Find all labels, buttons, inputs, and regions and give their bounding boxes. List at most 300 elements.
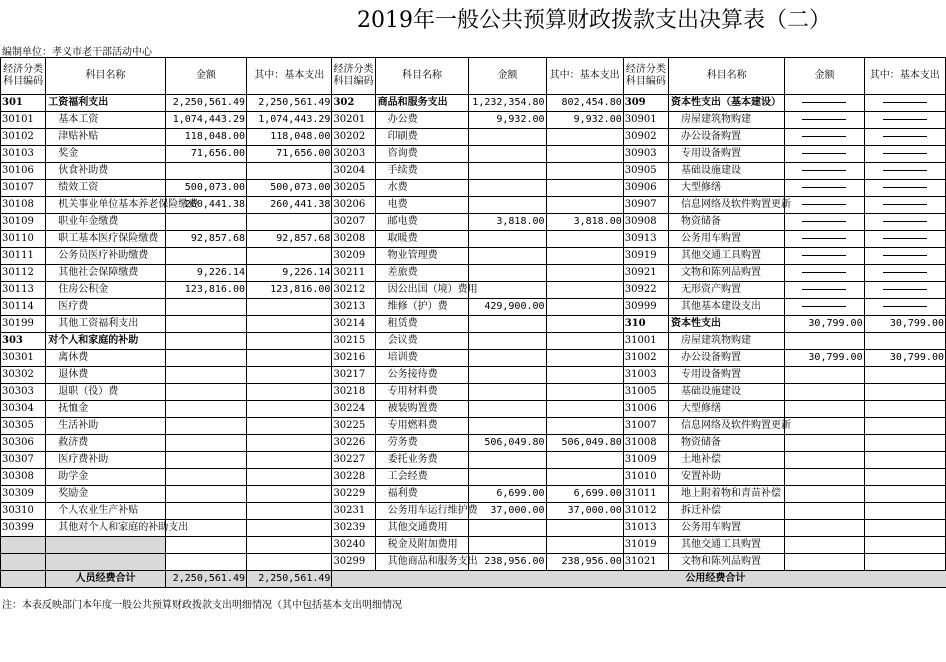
- subject-code: 30215: [332, 333, 375, 350]
- subject-name: 办公费: [375, 112, 469, 129]
- public-total-label: 公用经费合计: [623, 571, 945, 588]
- subject-code: 30240: [332, 537, 375, 554]
- basic-amount-cell: 37,000.00: [546, 503, 623, 520]
- dash-line: [802, 119, 846, 120]
- subject-code: 30101: [1, 112, 46, 129]
- dash-line: [802, 255, 846, 256]
- subject-name: 职业年金缴费: [46, 214, 165, 231]
- dash-cell: [864, 265, 945, 282]
- basic-amount-cell: [864, 367, 945, 384]
- basic-amount-cell: [864, 537, 945, 554]
- table-row: [1, 299, 946, 316]
- amount-cell: [165, 384, 246, 401]
- subject-code: 30224: [332, 401, 375, 418]
- amount-cell: [469, 520, 546, 537]
- amount-cell: [785, 367, 864, 384]
- amount-cell: 429,900.00: [469, 299, 546, 316]
- subject-code: 31008: [623, 435, 668, 452]
- subject-code: 30202: [332, 129, 375, 146]
- subject-code: 30908: [623, 214, 668, 231]
- basic-amount-cell: [864, 554, 945, 571]
- subject-name: 公务用车购置: [669, 520, 785, 537]
- amount-cell: [165, 486, 246, 503]
- table-body: [1, 95, 946, 571]
- subject-code: 31007: [623, 418, 668, 435]
- dash-cell: [785, 163, 864, 180]
- amount-cell: 1,232,354.80: [469, 95, 546, 112]
- subject-name: 税金及附加费用: [375, 537, 469, 554]
- subject-name: 文物和陈列品购置: [669, 554, 785, 571]
- subject-name: 差旅费: [375, 265, 469, 282]
- subject-code: 30921: [623, 265, 668, 282]
- subject-code: 30206: [332, 197, 375, 214]
- table-row: [1, 248, 946, 265]
- subject-code: 31005: [623, 384, 668, 401]
- subject-code: 30905: [623, 163, 668, 180]
- subject-code: 30919: [623, 248, 668, 265]
- subject-name: [46, 537, 165, 554]
- basic-amount-cell: [546, 316, 623, 333]
- dash-line: [802, 221, 846, 222]
- subject-code: 30907: [623, 197, 668, 214]
- subject-name: 培训费: [375, 350, 469, 367]
- amount-cell: [469, 418, 546, 435]
- basic-amount-cell: [247, 299, 332, 316]
- subject-code: [1, 537, 46, 554]
- basic-amount-cell: 30,799.00: [864, 316, 945, 333]
- subject-name: 基础设施建设: [669, 384, 785, 401]
- subject-name: 被装购置费: [375, 401, 469, 418]
- basic-amount-cell: [247, 401, 332, 418]
- subject-name: 住房公积金: [46, 282, 165, 299]
- subject-code: 30209: [332, 248, 375, 265]
- personnel-total-label: 人员经费合计: [46, 571, 165, 588]
- amount-cell: [165, 316, 246, 333]
- subject-code: 30107: [1, 180, 46, 197]
- dash-cell: [864, 180, 945, 197]
- dash-cell: [785, 112, 864, 129]
- amount-cell: [469, 333, 546, 350]
- subject-code: 30303: [1, 384, 46, 401]
- subject-code: 30901: [623, 112, 668, 129]
- table-row: [1, 520, 946, 537]
- subject-code: 30229: [332, 486, 375, 503]
- table-row: [1, 384, 946, 401]
- subject-name: 其他交通费用: [375, 520, 469, 537]
- basic-amount-cell: [546, 299, 623, 316]
- header-name: 科目名称: [375, 58, 469, 95]
- table-row: [1, 418, 946, 435]
- subject-name: 会议费: [375, 333, 469, 350]
- dash-cell: [785, 265, 864, 282]
- amount-cell: 71,656.00: [165, 146, 246, 163]
- amount-cell: 37,000.00: [469, 503, 546, 520]
- subject-code: 30205: [332, 180, 375, 197]
- subject-code: 30906: [623, 180, 668, 197]
- dash-cell: [864, 95, 945, 112]
- dash-cell: [785, 231, 864, 248]
- dash-line: [883, 221, 927, 222]
- subject-code: 30208: [332, 231, 375, 248]
- table-row: [1, 435, 946, 452]
- header-amount: 金额: [785, 58, 864, 95]
- subject-name: 抚恤金: [46, 401, 165, 418]
- subject-code: 30913: [623, 231, 668, 248]
- dash-line: [802, 102, 846, 103]
- amount-cell: 506,049.80: [469, 435, 546, 452]
- subject-name: 医疗费补助: [46, 452, 165, 469]
- amount-cell: [785, 452, 864, 469]
- subject-code: 30310: [1, 503, 46, 520]
- subject-name: 医疗费: [46, 299, 165, 316]
- amount-cell: [785, 503, 864, 520]
- dash-line: [883, 153, 927, 154]
- basic-amount-cell: 238,956.00: [546, 554, 623, 571]
- dash-cell: [785, 197, 864, 214]
- amount-cell: 238,956.00: [469, 554, 546, 571]
- basic-amount-cell: [546, 231, 623, 248]
- amount-cell: [165, 350, 246, 367]
- subject-code: 31002: [623, 350, 668, 367]
- subject-name: 劳务费: [375, 435, 469, 452]
- table-row: [1, 197, 946, 214]
- subject-code: 30307: [1, 452, 46, 469]
- subject-name: 房屋建筑物购建: [669, 112, 785, 129]
- amount-cell: [165, 418, 246, 435]
- amount-cell: [785, 384, 864, 401]
- basic-amount-cell: [247, 435, 332, 452]
- basic-amount-cell: 71,656.00: [247, 146, 332, 163]
- amount-cell: [165, 401, 246, 418]
- dash-cell: [864, 231, 945, 248]
- subject-code: 30199: [1, 316, 46, 333]
- amount-cell: [469, 367, 546, 384]
- subject-name: [46, 554, 165, 571]
- dash-line: [883, 272, 927, 273]
- amount-cell: [165, 214, 246, 231]
- subject-code: 30207: [332, 214, 375, 231]
- subject-name: 专用设备购置: [669, 146, 785, 163]
- subject-name: 物资储备: [669, 214, 785, 231]
- amount-cell: [469, 384, 546, 401]
- dash-cell: [864, 112, 945, 129]
- table-row: [1, 486, 946, 503]
- dash-line: [883, 238, 927, 239]
- amount-cell: [469, 401, 546, 418]
- footer-row: [1, 571, 946, 588]
- amount-cell: [785, 435, 864, 452]
- dash-line: [802, 153, 846, 154]
- header-code: 经济分类科目编码: [623, 58, 668, 95]
- basic-amount-cell: [546, 537, 623, 554]
- amount-cell: [469, 231, 546, 248]
- subject-name: 基本工资: [46, 112, 165, 129]
- amount-cell: [165, 503, 246, 520]
- table-row: [1, 452, 946, 469]
- amount-cell: [785, 486, 864, 503]
- amount-cell: 260,441.38: [165, 197, 246, 214]
- personnel-total-amount: 2,250,561.49: [165, 571, 246, 588]
- amount-cell: [165, 367, 246, 384]
- amount-cell: [785, 469, 864, 486]
- table-row: [1, 282, 946, 299]
- dash-line: [883, 255, 927, 256]
- subject-code: 31010: [623, 469, 668, 486]
- subject-name: 职工基本医疗保险缴费: [46, 231, 165, 248]
- subject-name: 大型修缮: [669, 180, 785, 197]
- subject-name: 无形资产购置: [669, 282, 785, 299]
- subject-name: 退职（役）费: [46, 384, 165, 401]
- subject-name: 其他交通工具购置: [669, 248, 785, 265]
- basic-amount-cell: [247, 367, 332, 384]
- subject-code: 30227: [332, 452, 375, 469]
- basic-amount-cell: [546, 333, 623, 350]
- subject-name: 办公设备购置: [669, 350, 785, 367]
- amount-cell: [469, 265, 546, 282]
- subject-name: 土地补偿: [669, 452, 785, 469]
- unit-label: 编制单位：孝义市老干部活动中心: [2, 47, 152, 58]
- subject-code: 30211: [332, 265, 375, 282]
- amount-cell: 118,048.00: [165, 129, 246, 146]
- subject-name: 其他交通工具购置: [669, 537, 785, 554]
- subject-name: 机关事业单位基本养老保险缴费: [46, 197, 165, 214]
- amount-cell: [165, 452, 246, 469]
- subject-code: 30217: [332, 367, 375, 384]
- basic-amount-cell: [247, 452, 332, 469]
- header-code: 经济分类科目编码: [1, 58, 46, 95]
- subject-code: 30111: [1, 248, 46, 265]
- subject-code: 31012: [623, 503, 668, 520]
- subject-code: 31006: [623, 401, 668, 418]
- basic-amount-cell: 30,799.00: [864, 350, 945, 367]
- header-name: 科目名称: [46, 58, 165, 95]
- subject-name: 救济费: [46, 435, 165, 452]
- basic-amount-cell: [247, 248, 332, 265]
- basic-amount-cell: [546, 129, 623, 146]
- amount-cell: [469, 180, 546, 197]
- subject-name: 印刷费: [375, 129, 469, 146]
- subject-name: 其他商品和服务支出: [375, 554, 469, 571]
- dash-cell: [785, 129, 864, 146]
- subject-code: 31011: [623, 486, 668, 503]
- dash-line: [883, 102, 927, 103]
- dash-line: [883, 119, 927, 120]
- subject-name: 个人农业生产补贴: [46, 503, 165, 520]
- dash-line: [883, 136, 927, 137]
- basic-amount-cell: [546, 163, 623, 180]
- subject-name: 专用燃料费: [375, 418, 469, 435]
- basic-amount-cell: [247, 163, 332, 180]
- dash-cell: [864, 282, 945, 299]
- basic-amount-cell: [247, 486, 332, 503]
- dash-cell: [785, 248, 864, 265]
- table-row: [1, 503, 946, 520]
- subject-code: 30218: [332, 384, 375, 401]
- subject-code: 309: [623, 95, 668, 112]
- subject-name: 其他工资福利支出: [46, 316, 165, 333]
- basic-amount-cell: [247, 554, 332, 571]
- basic-amount-cell: 9,932.00: [546, 112, 623, 129]
- subject-name: 文物和陈列品购置: [669, 265, 785, 282]
- basic-amount-cell: [546, 248, 623, 265]
- subject-code: 30113: [1, 282, 46, 299]
- subject-code: [1, 554, 46, 571]
- subject-code: 30399: [1, 520, 46, 537]
- subject-code: 30102: [1, 129, 46, 146]
- basic-amount-cell: [247, 469, 332, 486]
- basic-amount-cell: [247, 316, 332, 333]
- subject-code: 30201: [332, 112, 375, 129]
- footer-cell: [1, 571, 46, 588]
- subject-code: 30308: [1, 469, 46, 486]
- basic-amount-cell: [247, 333, 332, 350]
- subject-code: 30112: [1, 265, 46, 282]
- basic-amount-cell: [546, 350, 623, 367]
- dash-line: [802, 170, 846, 171]
- header-basic: 其中：基本支出: [864, 58, 945, 95]
- subject-code: 30214: [332, 316, 375, 333]
- subject-code: 30108: [1, 197, 46, 214]
- amount-cell: 92,857.68: [165, 231, 246, 248]
- basic-amount-cell: [546, 367, 623, 384]
- subject-code: 31021: [623, 554, 668, 571]
- subject-code: 30114: [1, 299, 46, 316]
- basic-amount-cell: [546, 265, 623, 282]
- budget-table: [0, 57, 946, 588]
- amount-cell: 30,799.00: [785, 350, 864, 367]
- dash-line: [883, 204, 927, 205]
- amount-cell: 6,699.00: [469, 486, 546, 503]
- basic-amount-cell: [864, 520, 945, 537]
- header-basic: 其中：基本支出: [247, 58, 332, 95]
- basic-amount-cell: [546, 197, 623, 214]
- table-row: [1, 333, 946, 350]
- basic-amount-cell: 500,073.00: [247, 180, 332, 197]
- subject-name: 绩效工资: [46, 180, 165, 197]
- table-row: [1, 401, 946, 418]
- subject-code: 30231: [332, 503, 375, 520]
- amount-cell: 9,932.00: [469, 112, 546, 129]
- basic-amount-cell: [546, 180, 623, 197]
- subject-code: 30225: [332, 418, 375, 435]
- subject-code: 30922: [623, 282, 668, 299]
- amount-cell: 1,074,443.29: [165, 112, 246, 129]
- subject-name: 津贴补贴: [46, 129, 165, 146]
- basic-amount-cell: [864, 452, 945, 469]
- basic-amount-cell: [864, 486, 945, 503]
- subject-name: 邮电费: [375, 214, 469, 231]
- basic-amount-cell: [864, 418, 945, 435]
- basic-amount-cell: [247, 503, 332, 520]
- amount-cell: [469, 350, 546, 367]
- subject-name: 信息网络及软件购置更新: [669, 197, 785, 214]
- amount-cell: 500,073.00: [165, 180, 246, 197]
- subject-code: 30213: [332, 299, 375, 316]
- amount-cell: 3,818.00: [469, 214, 546, 231]
- table-row: [1, 146, 946, 163]
- amount-cell: 30,799.00: [785, 316, 864, 333]
- basic-amount-cell: [546, 469, 623, 486]
- amount-cell: [785, 333, 864, 350]
- basic-amount-cell: [546, 520, 623, 537]
- subject-name: 公务用车运行维护费: [375, 503, 469, 520]
- subject-code: 30110: [1, 231, 46, 248]
- amount-cell: [165, 537, 246, 554]
- basic-amount-cell: 506,049.80: [546, 435, 623, 452]
- dash-cell: [864, 214, 945, 231]
- dash-line: [802, 272, 846, 273]
- header-name: 科目名称: [669, 58, 785, 95]
- subject-code: 310: [623, 316, 668, 333]
- subject-code: 30103: [1, 146, 46, 163]
- amount-cell: [785, 418, 864, 435]
- table-row: [1, 180, 946, 197]
- dash-line: [802, 204, 846, 205]
- amount-cell: [165, 435, 246, 452]
- basic-amount-cell: [247, 214, 332, 231]
- amount-cell: [469, 452, 546, 469]
- amount-cell: [469, 129, 546, 146]
- subject-code: 31001: [623, 333, 668, 350]
- amount-cell: [165, 554, 246, 571]
- subject-code: 31013: [623, 520, 668, 537]
- subject-name: 咨询费: [375, 146, 469, 163]
- dash-cell: [864, 163, 945, 180]
- subject-name: 生活补助: [46, 418, 165, 435]
- basic-amount-cell: 6,699.00: [546, 486, 623, 503]
- subject-code: 30228: [332, 469, 375, 486]
- amount-cell: [469, 248, 546, 265]
- basic-amount-cell: 1,074,443.29: [247, 112, 332, 129]
- dash-cell: [864, 248, 945, 265]
- subject-code: 30304: [1, 401, 46, 418]
- amount-cell: 123,816.00: [165, 282, 246, 299]
- basic-amount-cell: 123,816.00: [247, 282, 332, 299]
- subject-code: 30109: [1, 214, 46, 231]
- dash-line: [802, 238, 846, 239]
- basic-amount-cell: [864, 503, 945, 520]
- subject-name: 退休费: [46, 367, 165, 384]
- amount-cell: [785, 401, 864, 418]
- dash-line: [802, 289, 846, 290]
- table-row: [1, 554, 946, 571]
- subject-name: 信息网络及软件购置更新: [669, 418, 785, 435]
- dash-line: [802, 136, 846, 137]
- subject-name: 办公设备购置: [669, 129, 785, 146]
- subject-code: 301: [1, 95, 46, 112]
- subject-name: 商品和服务支出: [375, 95, 469, 112]
- subject-name: 安置补助: [669, 469, 785, 486]
- basic-amount-cell: [864, 469, 945, 486]
- amount-cell: [469, 197, 546, 214]
- subject-name: 伙食补助费: [46, 163, 165, 180]
- basic-amount-cell: 118,048.00: [247, 129, 332, 146]
- basic-amount-cell: [864, 333, 945, 350]
- subject-name: 大型修缮: [669, 401, 785, 418]
- subject-name: 租赁费: [375, 316, 469, 333]
- subject-code: 302: [332, 95, 375, 112]
- table-row: [1, 316, 946, 333]
- dash-cell: [785, 146, 864, 163]
- subject-code: 31009: [623, 452, 668, 469]
- subject-name: 物业管理费: [375, 248, 469, 265]
- subject-name: 拆迁补偿: [669, 503, 785, 520]
- header-basic: 其中：基本支出: [546, 58, 623, 95]
- subject-name: 房屋建筑物购建: [669, 333, 785, 350]
- dash-cell: [864, 299, 945, 316]
- subject-code: 30216: [332, 350, 375, 367]
- personnel-total-basic: 2,250,561.49: [247, 571, 332, 588]
